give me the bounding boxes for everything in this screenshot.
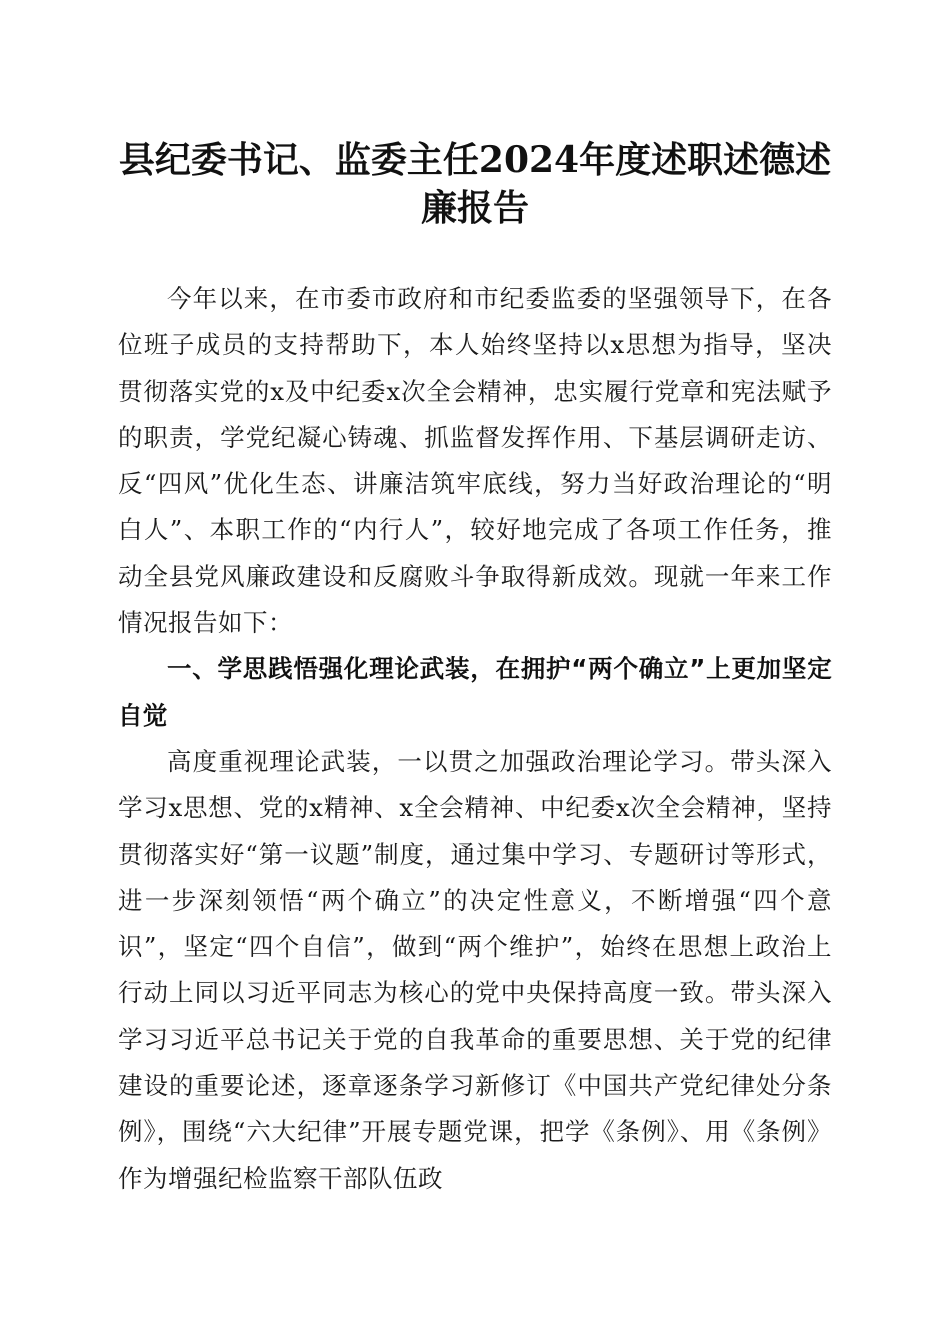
title-line-1: 县纪委书记、监委主任2024年度述职述德述	[118, 139, 832, 181]
section-heading-1: 一、学思践悟强化理论武装，在拥护“两个确立”上更加坚定自觉	[118, 654, 832, 730]
section-1-paragraph: 高度重视理论武装，一以贯之加强政治理论学习。带头深入学习x思想、党的x精神、x全会精神、中纪委x次全会精神，坚持贯彻落实好“第一议题”制度，通过集中学习、专题研讨等形式，进一步深刻领悟“两个确立”的决定性意义，不断增强“四个意识”，坚定“四个自信”，做到“两个维护”，始终在思想上政治上行动上同以习近平同志为核心的党中央保持高度一致。带头深入学习习近平总书记关于党的自我革命的重要思想、关于党的纪律建设的重要论述，逐章逐条学习新修订《中国共产党纪律处分条例》，围绕“六大纪律”开展专题党课，把学《条例》、用《条例》作为增强纪检监察干部队伍政	[118, 746, 832, 1193]
title-line-2: 廉报告	[420, 187, 529, 229]
document-body	[118, 276, 832, 1202]
document-title	[110, 136, 840, 232]
intro-paragraph: 今年以来，在市委市政府和市纪委监委的坚强领导下，在各位班子成员的支持帮助下，本人始终坚持以x思想为指导，坚决贯彻落实党的x及中纪委x次全会精神，忠实履行党章和宪法赋予的职责，学党纪凝心铸魂、抓监督发挥作用、下基层调研走访、反“四风”优化生态、讲廉洁筑牢底线，努力当好政治理论的“明白人”、本职工作的“内行人”，较好地完成了各项工作任务，推动全县党风廉政建设和反腐败斗争取得新成效。现就一年来工作情况报告如下：	[118, 284, 832, 638]
